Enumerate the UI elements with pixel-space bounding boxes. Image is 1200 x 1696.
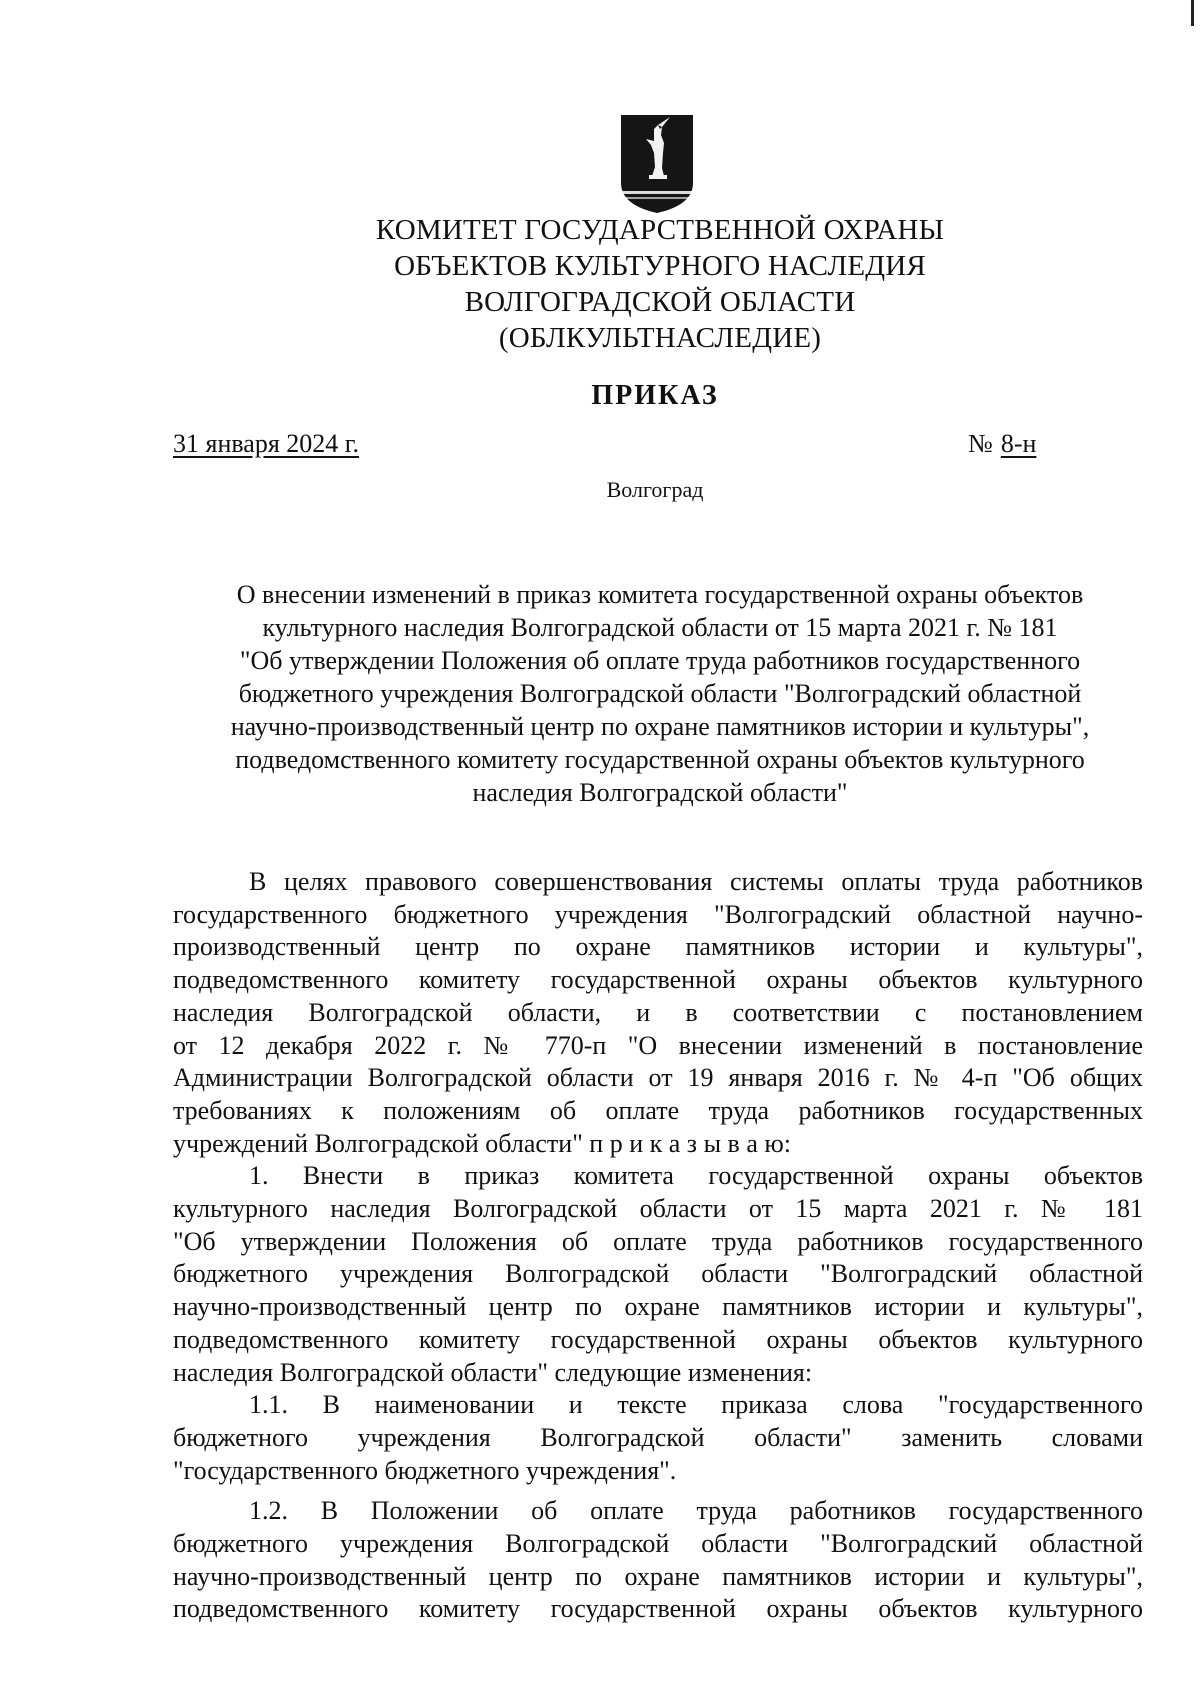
body-line: бюджетного учреждения Волгоградской области" заменить словами — [173, 1422, 1143, 1452]
document-city: Волгоград — [606, 477, 704, 502]
subject-line: культурного наследия Волгоградской области от 15 марта 2021 г. № 181 — [262, 613, 1058, 642]
body-line: государственного бюджетного учреждения "Волгоградский областной научно- — [173, 899, 1143, 929]
document-subject — [170, 578, 1150, 809]
scan-edge-mark — [1191, 0, 1194, 26]
subject-line: наследия Волгоградской области" — [472, 778, 848, 807]
body-line: научно-производственный центр по охране памятников истории и культуры", — [173, 1292, 1143, 1322]
number-sign: № — [968, 429, 993, 458]
document-date: 31 января 2024 г. — [173, 429, 360, 458]
body-line: 1.2. В Положении об оплате труда работников государственного — [249, 1496, 1143, 1526]
body-line: подведомственного комитету государственной охраны объектов культурного — [173, 1324, 1143, 1354]
body-line: 1.1. В наименовании и тексте приказа слова "государственного — [249, 1390, 1143, 1420]
body-line: культурного наследия Волгоградской области от 15 марта 2021 г. № 181 — [173, 1194, 1143, 1224]
subject-line: "Об утверждении Положения об оплате труда работников государственного — [239, 646, 1081, 675]
org-name-line: КОМИТЕТ ГОСУДАРСТВЕННОЙ ОХРАНЫ — [375, 214, 945, 246]
body-line: бюджетного учреждения Волгоградской области "Волгоградский областной — [173, 1259, 1143, 1289]
body-line: В целях правового совершенствования системы оплаты труда работников — [249, 867, 1143, 896]
document-number — [968, 428, 1036, 460]
body-line: от 12 декабря 2022 г. № 770-п "О внесении изменений в постановление — [173, 1030, 1143, 1060]
document-type-title: ПРИКАЗ — [591, 380, 719, 411]
body-line: Администрации Волгоградской области от 19 января 2016 г. № 4-п "Об общих — [173, 1063, 1143, 1093]
org-name-line: (ОБЛКУЛЬТНАСЛЕДИЕ) — [498, 322, 822, 354]
body-line: требованиях к положениям об оплате труда работников государственных — [173, 1095, 1143, 1125]
org-name-line: ВОЛГОГРАДСКОЙ ОБЛАСТИ — [464, 286, 856, 318]
subject-line: бюджетного учреждения Волгоградской области "Волгоградский областной — [238, 679, 1082, 708]
body-line: учреждений Волгоградской области" п р и к а з ы в а ю: — [173, 1128, 792, 1158]
body-line: бюджетного учреждения Волгоградской области "Волгоградский областной — [173, 1529, 1143, 1559]
volgograd-coat-of-arms-icon — [618, 113, 696, 215]
body-line: "государственного бюджетного учреждения". — [173, 1455, 677, 1485]
body-line: наследия Волгоградской области, и в соответствии с постановлением — [173, 997, 1143, 1027]
organization-name — [300, 212, 1020, 356]
body-line: подведомственного комитету государственной охраны объектов культурного — [173, 1594, 1143, 1624]
body-line: наследия Волгоградской области" следующие изменения: — [173, 1357, 813, 1387]
subject-line: подведомственного комитету государственной охраны объектов культурного — [235, 745, 1085, 774]
body-line: производственный центр по охране памятников истории и культуры", — [173, 932, 1143, 962]
document-body — [173, 866, 1143, 1626]
body-line: "Об утверждении Положения об оплате труда работников государственного — [173, 1226, 1143, 1256]
subject-line: научно-производственный центр по охране памятников истории и культуры", — [230, 712, 1090, 741]
body-line: 1. Внести в приказ комитета государственной охраны объектов — [249, 1161, 1143, 1191]
body-line: научно-производственный центр по охране памятников истории и культуры", — [173, 1561, 1143, 1591]
number-value: 8-н — [1000, 429, 1037, 458]
body-line: подведомственного комитету государственной охраны объектов культурного — [173, 965, 1143, 995]
subject-line: О внесении изменений в приказ комитета государственной охраны объектов — [236, 580, 1084, 609]
org-name-line: ОБЪЕКТОВ КУЛЬТУРНОГО НАСЛЕДИЯ — [394, 250, 926, 282]
